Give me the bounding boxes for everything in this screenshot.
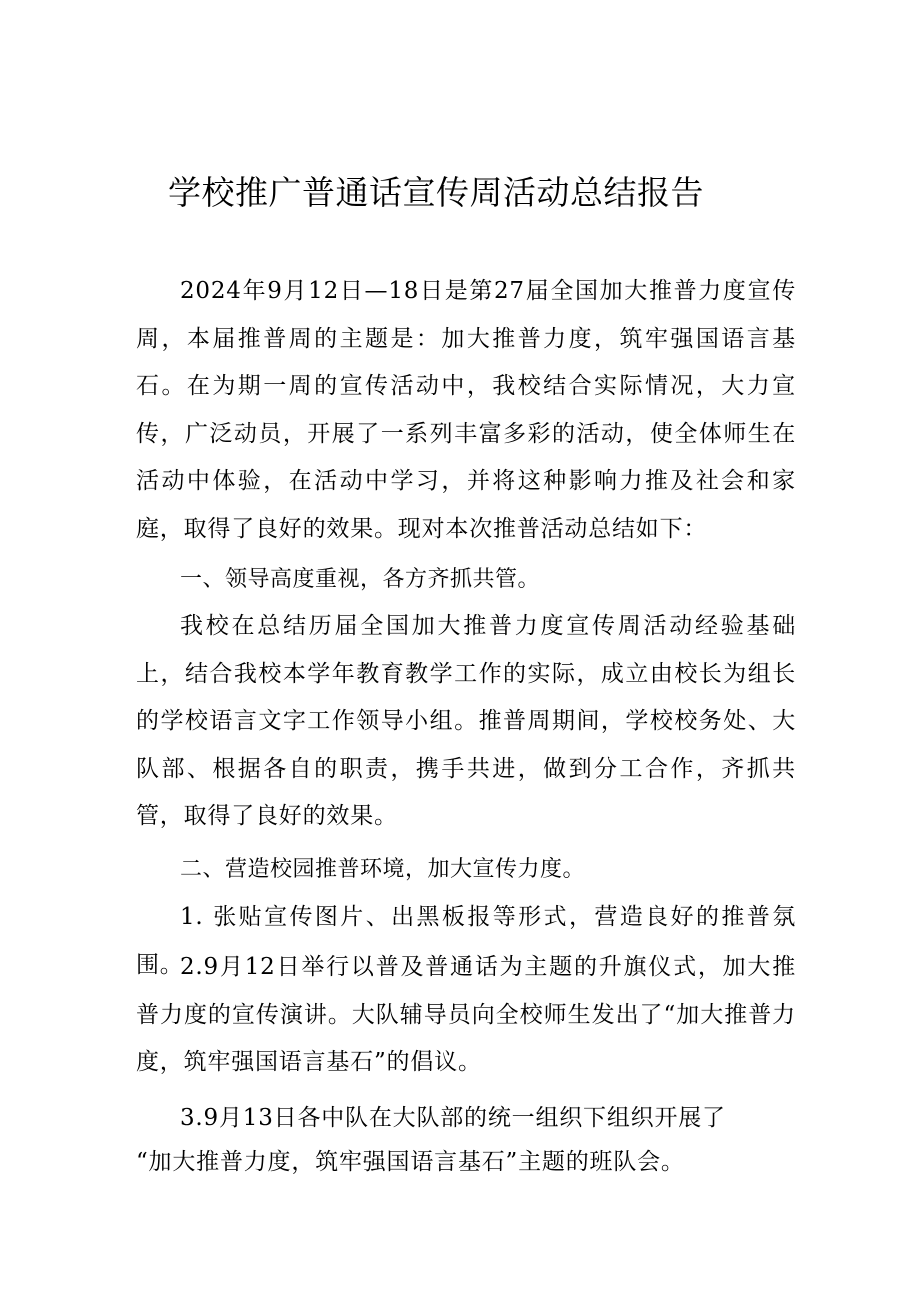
- list-item-1: 1. 张贴宣传图片、出黑板报等形式，营造良好的推普氛围。: [136, 904, 796, 978]
- section-1-heading: 一、领导高度重视，各方齐抓共管。: [180, 567, 541, 592]
- list-item-3-line-1: 3.9月13日各中队在大队部的统一组织下组织开展了: [180, 1105, 726, 1131]
- section-1-paragraph: 我校在总结历届全国加大推普力度宣传周活动经验基础上，结合我校本学年教育教学工作的实际，成立由校长为组长的学校语言文字工作领导小组。推普周期间，学校校务处、大队部、根据各自的职责，携手共进，做到分工合作，齐抓共管，取得了良好的效果。: [136, 613, 796, 829]
- intro-paragraph: 2024年9月12日—18日是第27届全国加大推普力度宣传周，本届推普周的主题是：加大推普力度，筑牢强国语言基石。在为期一周的宣传活动中，我校结合实际情况，大力宣传，广泛动员，开展了一系列丰富多彩的活动，使全体师生在活动中体验，在活动中学习，并将这种影响力推及社会和家庭，取得了良好的效果。现对本次推普活动总结如下：: [136, 278, 796, 542]
- list-item-3-line-2: “加大推普力度，筑牢强国语言基石”主题的班队会。: [136, 1149, 685, 1175]
- list-item-2: 2.9月12日举行以普及普通话为主题的升旗仪式，加大推普力度的宣传演讲。大队辅导员向全校师生发出了“加大推普力度，筑牢强国语言基石”的倡议。: [136, 954, 796, 1075]
- section-2-heading: 二、营造校园推普环境，加大宣传力度。: [180, 857, 586, 882]
- document-title: 学校推广普通话宣传周活动总结报告: [168, 173, 704, 212]
